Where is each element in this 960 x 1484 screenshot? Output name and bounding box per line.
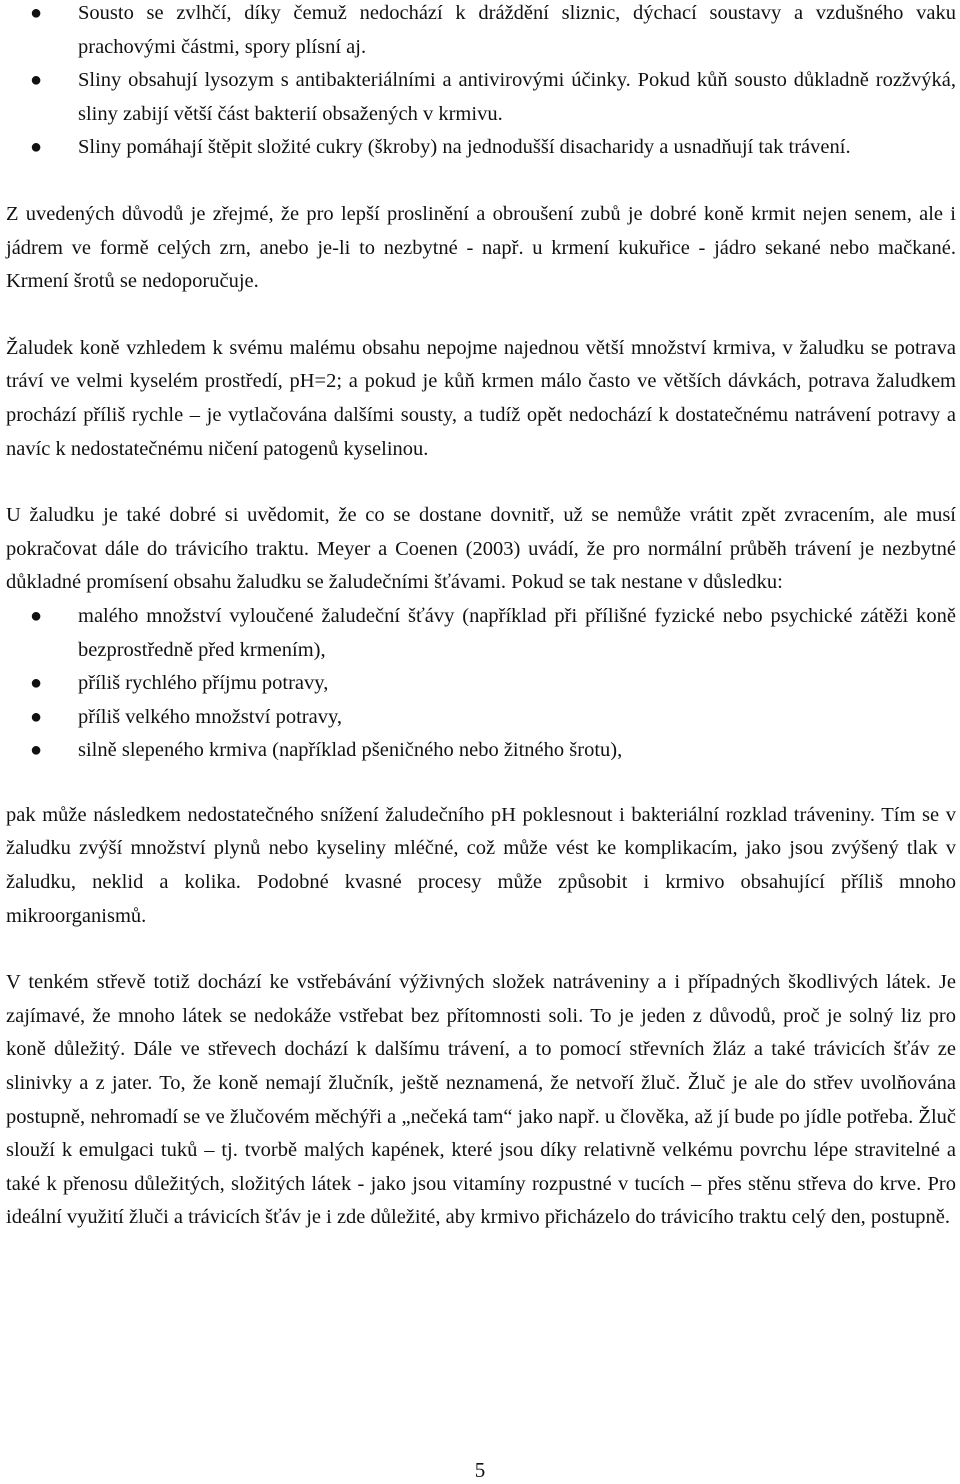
bullet-icon: ● <box>30 672 43 695</box>
paragraph-stomach: Žaludek koně vzhledem k svému malému obsahu nepojme najednou větší množství krmiva, v žaludku se potrava tráví ve velmi kyselém prostředí, pH=2; a pokud je kůň krmen málo často ve větších dávkách, potrava žaludkem prochází příliš rychle – je vytlačována dalšími sousty, a tudíž opět nedochází k dostatečnému natrávení potravy a navíc k nedostatečnému ničení patogenů kyselinou. <box>6 336 956 460</box>
list-item-text: příliš rychlého příjmu potravy, <box>78 672 329 695</box>
list-item-text: příliš velkého množství potravy, <box>78 705 342 728</box>
list-item <box>6 64 956 131</box>
bullet-list-saliva <box>6 0 956 165</box>
list-item <box>6 600 956 667</box>
bullet-icon: ● <box>30 604 43 627</box>
list-item-text: Sliny pomáhají štěpit složité cukry (škroby) na jednodušší disacharidy a usnadňují tak trávení. <box>78 136 851 159</box>
list-item <box>6 131 956 165</box>
paragraph-feeding: Z uvedených důvodů je zřejmé, že pro lepší proslinění a obroušení zubů je dobré koně krmit nejen senem, ale i jádrem ve formě celých zrn, anebo je-li to nezbytné - např. u krmení kukuřice - jádro sekané nebo mačkané. Krmení šrotů se nedoporučuje. <box>6 202 956 293</box>
bullet-icon: ● <box>30 2 43 24</box>
page-content <box>6 0 956 1235</box>
list-item-text: Sliny obsahují lysozym s antibakteriálními a antivirovými účinky. Pokud kůň sousto důkladně rozžvýká, sliny zabijí větší část bakterií obsažených v krmivu. <box>78 69 956 125</box>
paragraph-stomach-mixing: U žaludku je také dobré si uvědomit, že co se dostane dovnitř, už se nemůže vrátit zpět zvracením, ale musí pokračovat dále do trávicího traktu. Meyer a Coenen (2003) uvádí, že pro normální průběh trávení je nezbytné důkladné promísení obsahu žaludku se žaludečními šťávami. Pokud se tak nestane v důsledku: <box>6 504 956 594</box>
list-item <box>6 667 956 701</box>
bullet-icon: ● <box>30 136 43 159</box>
list-item-text: Sousto se zvlhčí, díky čemuž nedochází k dráždění sliznic, dýchací soustavy a vzdušného vaku prachovými částmi, spory plísní aj. <box>78 2 956 58</box>
bullet-list-causes <box>6 600 956 768</box>
list-item <box>6 734 956 768</box>
paragraph-small-intestine: V tenkém střevě totiž dochází ke vstřebávání výživných složek natráveniny a i případných škodlivých látek. Je zajímavé, že mnoho látek se nedokáže vstřebat bez přítomnosti soli. To je jeden z důvodů, proč je solný liz pro koně důležitý. Dále ve střevech dochází k dalšímu trávení, a to pomocí střevních žláz a také trávicích šťáv ze slinivky a z jater. To, že koně nemají žlučník, ještě neznamená, že netvoří žluč. Žluč je ale do střev uvolňována postupně, nehromadí se ve žlučovém měchýři a „nečeká tam“ jako např. u člověka, až jí bude po jídle potřeba. Žluč slouží k emulgaci tuků – tj. tvorbě malých kapének, které jsou díky relativně velkému povrchu lépe stravitelné a také k přenosu důležitých, složitých látek - jako jsou vitamíny rozpustné v tucích – přes stěnu střeva do krve. Pro ideální využití žluči a trávicích šťáv je i zde důležité, aby krmivo přicházelo do trávicího traktu celý den, postupně. <box>6 971 956 1229</box>
bullet-icon: ● <box>30 69 43 92</box>
list-item <box>6 0 956 64</box>
list-item-text: silně slepeného krmiva (například pšeničného nebo žitného šrotu), <box>78 739 623 762</box>
list-item <box>6 701 956 735</box>
page-number: 5 <box>474 1458 486 1482</box>
list-item-text: malého množství vyloučené žaludeční šťávy (například při přílišné fyzické nebo psychické zátěži koně bezprostředně před krmením), <box>78 604 956 661</box>
bullet-icon: ● <box>30 705 43 728</box>
paragraph-consequences: pak může následkem nedostatečného snížení žaludečního pH poklesnout i bakteriální rozklad tráveniny. Tím se v žaludku zvýší množství plynů nebo kyseliny mléčné, což může vést ke komplikacím, jako jsou zvýšený tlak v žaludku, neklid a kolika. Podobné kvasné procesy může způsobit i krmivo obsahující příliš mnoho mikroorganismů. <box>6 803 956 927</box>
bullet-icon: ● <box>30 739 43 762</box>
